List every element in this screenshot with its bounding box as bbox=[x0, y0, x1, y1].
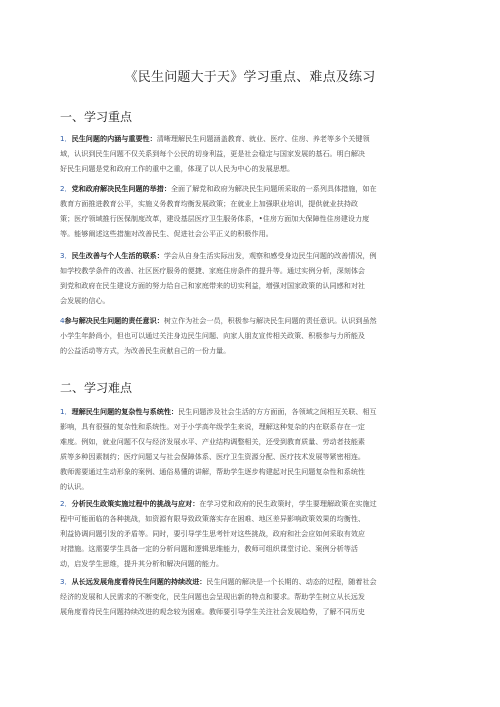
key-point-item-1 bbox=[60, 131, 440, 176]
item-text: 清晰理解民生问题涵盖教育、就业、医疗、住房、养老等多个关键领 bbox=[156, 134, 370, 143]
key-point-item-3 bbox=[60, 248, 440, 308]
item-text-line: 到党和政府在民生建设方面的努力给自己和家庭带来的切实利益，增强对国家政策的认同感和对社 bbox=[60, 281, 366, 290]
item-text-line: 小学生年龄尚小，但也可以通过关注身边民生问题、向家人朋友宣传相关政策、积极参与力所能及 bbox=[60, 331, 366, 340]
item-text-line: 的公益活动等方式，为改善民生贡献自己的一份力量。 bbox=[60, 346, 231, 355]
item-number: 1． bbox=[60, 134, 72, 143]
item-first-line bbox=[60, 248, 440, 263]
item-first-line bbox=[60, 313, 440, 328]
difficulty-item-1 bbox=[60, 404, 440, 494]
item-text-line: 教师需要通过生动形象的案例、通俗易懂的讲解，帮助学生逐步构建起对民生问题复杂性和系统性 bbox=[60, 467, 366, 476]
item-first-line bbox=[60, 181, 440, 196]
difficulty-item-3 bbox=[60, 574, 440, 619]
item-text-line: 域，认识到民生问题不仅关系到每个公民的切身利益，更是社会稳定与国家发展的基石。明白解决 bbox=[60, 149, 366, 158]
item-number: 3． bbox=[60, 251, 72, 260]
item-text: 学会从自身生活实际出发，观察和感受身边民生问题的改善情况，例 bbox=[163, 251, 377, 260]
item-text-line: 程中可能面临的各种挑战，如资源有限导致政策落实存在困难、地区差异影响政策效果的均衡性、 bbox=[60, 514, 366, 523]
item-lead: 参与解决民生问题的责任意识： bbox=[64, 316, 164, 325]
item-first-line bbox=[60, 404, 440, 419]
item-lead: 理解民生问题的复杂性与系统性： bbox=[71, 407, 179, 416]
item-text: 全面了解党和政府为解决民生问题所采取的一系列具体措施，如在 bbox=[170, 184, 377, 193]
section-heading-key-points: 一、学习重点 bbox=[60, 110, 133, 124]
item-text-line: 质等多种因素制约；医疗问题又与社会保障体系、医疗卫生资源分配、医疗技术发展等紧密相连。 bbox=[60, 452, 366, 461]
item-text-line: 的认识。 bbox=[60, 482, 89, 491]
item-text-line: 经济的发展和人民需求的不断变化，民生问题也会呈现出新的特点和要求。帮助学生树立从长远发 bbox=[60, 592, 366, 601]
item-text: 在学习党和政府的民生政策时，学生要理解政策在实施过 bbox=[199, 499, 377, 508]
item-text-line: 会发展的信心。 bbox=[60, 296, 110, 305]
item-text-line: 影响，具有很强的复杂性和系统性。对于小学高年级学生来说，理解这种复杂的内在联系存在一定 bbox=[60, 422, 366, 431]
item-text-line: 如学校教学条件的改善、社区医疗服务的便捷、家庭住房条件的提升等。通过实例分析，深刻体会 bbox=[60, 266, 366, 275]
item-text-line: 对措施。这需要学生具备一定的分析问题和逻辑思维能力，教师可组织课堂讨论、案例分析等活 bbox=[60, 544, 358, 553]
item-first-line bbox=[60, 131, 440, 146]
item-lead: 从长远发展角度看待民生问题的持续改进： bbox=[71, 577, 207, 586]
item-text-line: 等。能够阐述这些措施对改善民生、促进社会公平正义的积极作用。 bbox=[60, 229, 273, 238]
item-number: 4 bbox=[60, 316, 65, 325]
item-text-line: 难度。例如，就业问题不仅与经济发展水平、产业结构调整相关，还受到教育质量、劳动者技能素 bbox=[60, 437, 366, 446]
item-lead: 分析民生政策实施过程中的挑战与应对： bbox=[71, 499, 200, 508]
difficulty-item-2 bbox=[60, 496, 440, 571]
item-text: 树立作为社会一员，积极参与解决民生问题的责任意识。认识到虽然 bbox=[163, 316, 377, 325]
item-text: 民生问题的解决是一个长期的、动态的过程，随着社会 bbox=[206, 577, 377, 586]
item-text: 民生问题涉及社会生活的方方面面，各领域之间相互关联、相互 bbox=[178, 407, 377, 416]
key-point-item-2 bbox=[60, 181, 440, 241]
item-lead: 民生问题的内涵与重要性： bbox=[71, 134, 157, 143]
item-text-line: 好民生问题是党和政府工作的重中之重，体现了以人民为中心的发展思想。 bbox=[60, 164, 295, 173]
key-point-item-4 bbox=[60, 313, 440, 358]
item-first-line bbox=[60, 574, 440, 589]
item-text-line: 动，启发学生思维，提升其分析和解决问题的能力。 bbox=[60, 559, 224, 568]
item-lead: 民生改善与个人生活的联系： bbox=[71, 251, 164, 260]
item-number: 2． bbox=[60, 184, 72, 193]
section-heading-difficulties: 二、学习难点 bbox=[60, 381, 133, 395]
document-title: 《民生问题大于天》学习重点、难点及练习 bbox=[124, 70, 376, 85]
item-lead: 党和政府解决民生问题的举措： bbox=[71, 184, 171, 193]
item-text-line: 利益协调问题引发的矛盾等。同时，要引导学生思考针对这些挑战，政府和社会应如何采取有效应 bbox=[60, 529, 366, 538]
item-text-line: 教育方面推进教育公平，实施义务教育均衡发展政策；在就业上加强职业培训，提供就业扶持政 bbox=[60, 199, 358, 208]
item-number: 1． bbox=[60, 407, 72, 416]
item-text-line: 策；医疗领域推行医保制度改革，建设基层医疗卫生服务体系，•住房方面加大保障性住房建设力度 bbox=[60, 214, 370, 223]
item-number: 3． bbox=[60, 577, 72, 586]
item-number: 2． bbox=[60, 499, 72, 508]
item-first-line bbox=[60, 496, 440, 511]
item-text-line: 展角度看待民生问题持续改进的观念较为困难。教师要引导学生关注社会发展趋势，了解不同历史 bbox=[60, 607, 366, 616]
